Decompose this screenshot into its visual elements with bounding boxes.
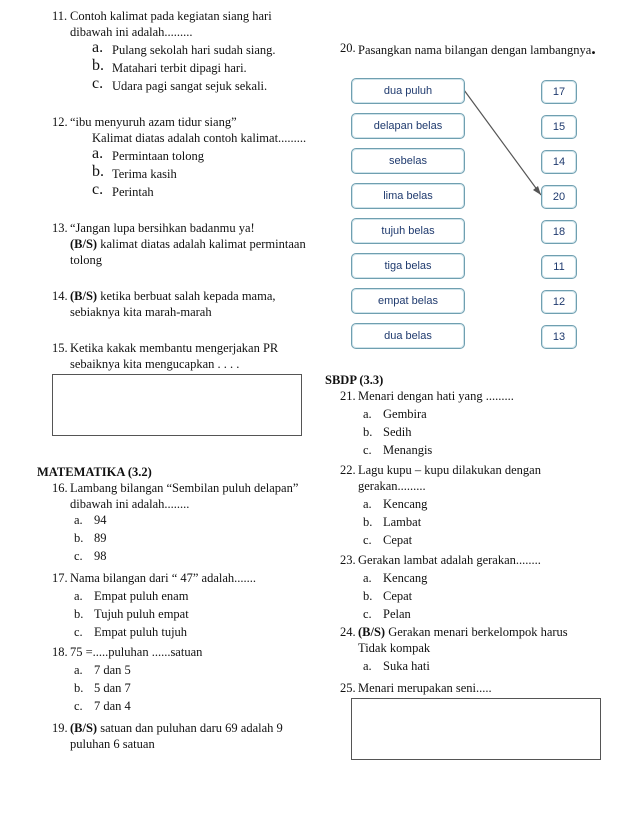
q23-number: 23.: [340, 553, 356, 567]
q11-option-b-letter: b.: [92, 57, 104, 74]
q12-option-c: Perintah: [112, 185, 154, 199]
q21-option-c-letter: c.: [363, 443, 372, 457]
q18-option-b-letter: b.: [74, 681, 84, 695]
q18-number: 18.: [52, 645, 68, 659]
q25-answer-box[interactable]: [351, 698, 601, 760]
q24-bs-marker: (B/S): [358, 625, 386, 639]
q14-number: 14.: [52, 289, 68, 303]
q17-option-b: Tujuh puluh empat: [94, 607, 189, 621]
q12-option-a-letter: a.: [92, 145, 104, 162]
q18-option-a-letter: a.: [74, 663, 83, 677]
q24-text-line2: Tidak kompak: [358, 641, 431, 655]
q22-number: 22.: [340, 463, 356, 477]
q16-option-b: 89: [94, 531, 107, 545]
q16-option-a-letter: a.: [74, 513, 83, 527]
q21-number: 21.: [340, 389, 356, 403]
q25-number: 25.: [340, 681, 356, 695]
q17-text-line1: Nama bilangan dari “ 47” adalah.......: [70, 571, 257, 585]
q14-text-line1: (B/S) ketika berbuat salah kepada mama,: [70, 289, 276, 303]
q14-bs-marker: (B/S): [70, 289, 98, 303]
q13-number: 13.: [52, 221, 68, 235]
q24-option-a-letter: a.: [363, 659, 372, 673]
name-box-lima-belas[interactable]: lima belas: [351, 183, 465, 209]
number-box-13[interactable]: 13: [541, 325, 577, 349]
q16-option-b-letter: b.: [74, 531, 84, 545]
q21-text-line1: Menari dengan hati yang .........: [358, 389, 514, 403]
q18-text-line1: 75 =.....puluhan ......satuan: [70, 645, 203, 659]
q22-option-a: Kencang: [383, 497, 428, 511]
q12-text-line1: “ibu menyuruh azam tidur siang”: [70, 115, 237, 129]
q13-text-line3: tolong: [70, 253, 102, 267]
q18-option-c-letter: c.: [74, 699, 83, 713]
q13-bs-marker: (B/S): [70, 237, 98, 251]
q23-option-b: Cepat: [383, 589, 413, 603]
q22-option-a-letter: a.: [363, 497, 372, 511]
q22-option-b: Lambat: [383, 515, 422, 529]
q15-text-line1: Ketika kakak membantu mengerjakan PR: [70, 341, 279, 355]
number-box-15[interactable]: 15: [541, 115, 577, 139]
q13-text-line2: (B/S) kalimat diatas adalah kalimat permintaan: [70, 237, 306, 251]
q23-option-a: Kencang: [383, 571, 428, 585]
q21-option-b: Sedih: [383, 425, 412, 439]
q12-text-line2: Kalimat diatas adalah contoh kalimat.........: [92, 131, 307, 145]
q11-option-c-letter: c.: [92, 75, 104, 92]
q16-text-line1: Lambang bilangan “Sembilan puluh delapan”: [70, 481, 299, 495]
q21-option-c: Menangis: [383, 443, 433, 457]
q19-text-line2: puluhan 6 satuan: [70, 737, 155, 751]
name-box-tiga-belas[interactable]: tiga belas: [351, 253, 465, 279]
q17-option-a: Empat puluh enam: [94, 589, 189, 603]
q23-option-c-letter: c.: [363, 607, 372, 621]
q22-option-b-letter: b.: [363, 515, 373, 529]
q18-option-b: 5 dan 7: [94, 681, 131, 695]
q13-text-line1: “Jangan lupa bersihkan badanmu ya!: [70, 221, 255, 235]
q21-option-a-letter: a.: [363, 407, 372, 421]
q11-option-b: Matahari terbit dipagi hari.: [112, 61, 247, 75]
q21-option-a: Gembira: [383, 407, 427, 421]
number-box-18[interactable]: 18: [541, 220, 577, 244]
q19-text-line1: (B/S) satuan dan puluhan daru 69 adalah 9: [70, 721, 283, 735]
q17-number: 17.: [52, 571, 68, 585]
q17-option-c: Empat puluh tujuh: [94, 625, 188, 639]
q18-option-a: 7 dan 5: [94, 663, 131, 677]
q16-option-c-letter: c.: [74, 549, 83, 563]
q11-number: 11.: [52, 9, 68, 23]
q19-bs-marker: (B/S): [70, 721, 98, 735]
q15-text-line2: sebaiknya kita mengucapkan . . . .: [70, 357, 240, 371]
q11-text-line1: Contoh kalimat pada kegiatan siang hari: [70, 9, 272, 23]
name-box-empat-belas[interactable]: empat belas: [351, 288, 465, 314]
q12-option-b: Terima kasih: [112, 167, 177, 181]
number-box-12[interactable]: 12: [541, 290, 577, 314]
q24-option-a: Suka hati: [383, 659, 430, 673]
q17-option-b-letter: b.: [74, 607, 84, 621]
q21-option-b-letter: b.: [363, 425, 373, 439]
q18-option-c: 7 dan 4: [94, 699, 131, 713]
q11-option-c: Udara pagi sangat sejuk sekali.: [112, 79, 268, 93]
q22-text-line1: Lagu kupu – kupu dilakukan dengan: [358, 463, 541, 477]
q11-option-a: Pulang sekolah hari sudah siang.: [112, 43, 276, 57]
q22-text-line2: gerakan.........: [358, 479, 426, 493]
name-box-tujuh-belas[interactable]: tujuh belas: [351, 218, 465, 244]
q22-option-c: Cepat: [383, 533, 413, 547]
q25-text-line1: Menari merupakan seni.....: [358, 681, 492, 695]
name-box-dua-puluh[interactable]: dua puluh: [351, 78, 465, 104]
q19-number: 19.: [52, 721, 68, 735]
q11-text-line2: dibawah ini adalah.........: [70, 25, 193, 39]
q12-option-b-letter: b.: [92, 163, 104, 180]
q16-text-line2: dibawah ini adalah........: [70, 497, 190, 511]
q23-option-a-letter: a.: [363, 571, 372, 585]
q17-option-c-letter: c.: [74, 625, 83, 639]
q12-option-a: Permintaan tolong: [112, 149, 204, 163]
name-box-delapan-belas[interactable]: delapan belas: [351, 113, 465, 139]
q11-option-a-letter: a.: [92, 39, 104, 56]
q22-option-c-letter: c.: [363, 533, 372, 547]
q16-option-c: 98: [94, 549, 107, 563]
q16-option-a: 94: [94, 513, 107, 527]
number-box-14[interactable]: 14: [541, 150, 577, 174]
q15-number: 15.: [52, 341, 68, 355]
number-box-20[interactable]: 20: [541, 185, 577, 209]
q20-number: 20.: [340, 41, 356, 55]
q12-number: 12.: [52, 115, 68, 129]
q14-text-line2: sebiaknya kita marah-marah: [70, 305, 212, 319]
q23-text-line1: Gerakan lambat adalah gerakan........: [358, 553, 541, 567]
q16-number: 16.: [52, 481, 68, 495]
matematika-heading: MATEMATIKA (3.2): [37, 465, 152, 479]
sbdp-heading: SBDP (3.3): [325, 373, 384, 387]
q24-text-line1: (B/S) Gerakan menari berkelompok harus: [358, 625, 568, 639]
name-box-sebelas[interactable]: sebelas: [351, 148, 465, 174]
arrow-head-icon: [533, 186, 541, 195]
q12-option-c-letter: c.: [92, 181, 104, 198]
q23-option-c: Pelan: [383, 607, 411, 621]
q24-number: 24.: [340, 625, 356, 639]
name-box-dua-belas[interactable]: dua belas: [351, 323, 465, 349]
q20-text: Pasangkan nama bilangan dengan lambangnya.: [358, 38, 596, 58]
number-box-11[interactable]: 11: [541, 255, 577, 279]
q23-option-b-letter: b.: [363, 589, 373, 603]
matching-line-segment: [464, 90, 541, 195]
number-box-17[interactable]: 17: [541, 80, 577, 104]
q17-option-a-letter: a.: [74, 589, 83, 603]
